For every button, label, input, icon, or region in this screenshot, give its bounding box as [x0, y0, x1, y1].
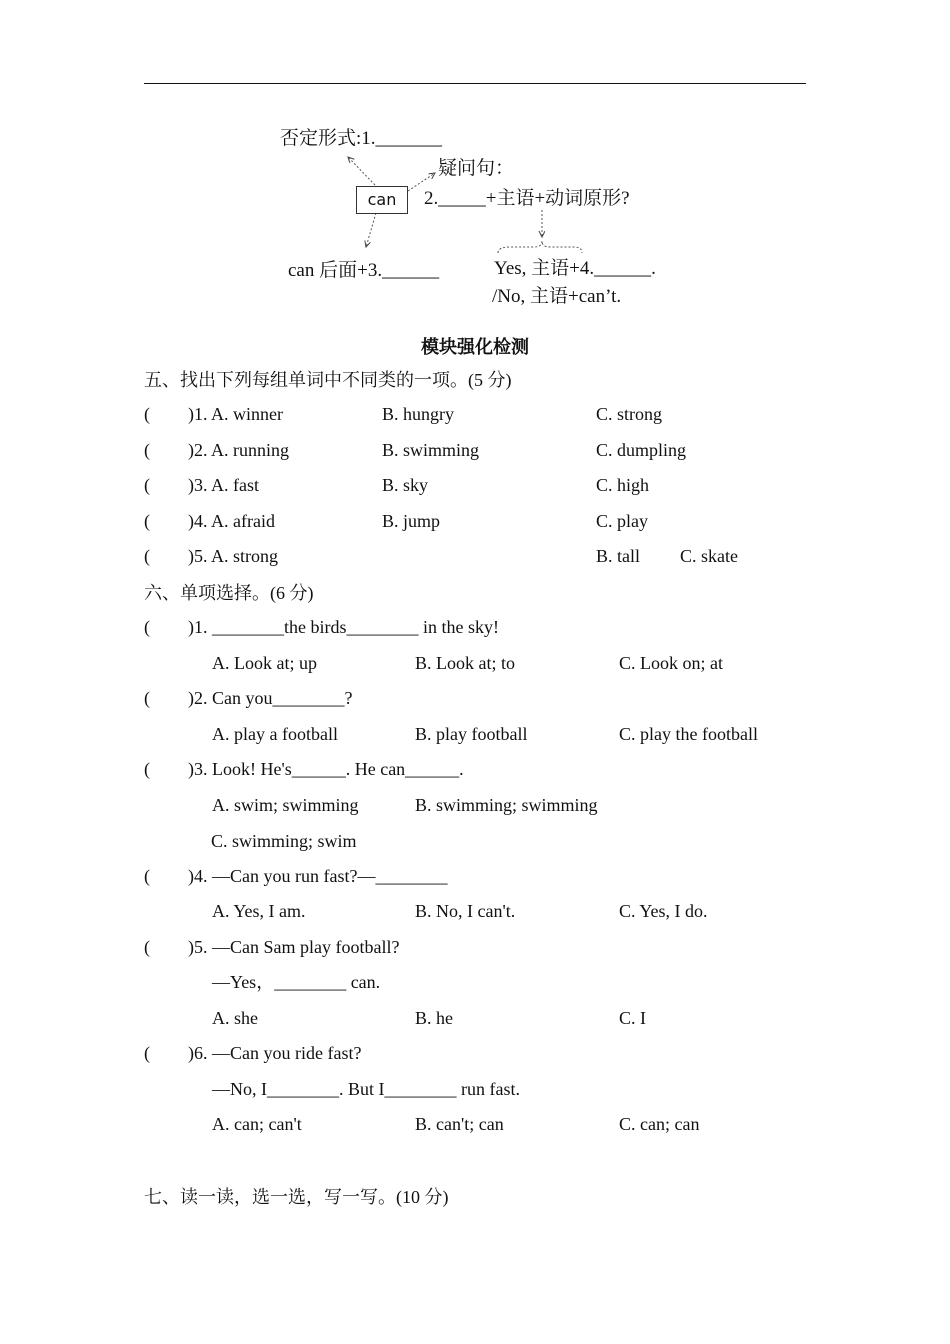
s5-item-5: [144, 543, 806, 569]
s6-q1-options: [144, 650, 806, 676]
s5-item-4: [144, 508, 806, 534]
header-rule: [144, 83, 806, 84]
question-formula: 2._____+主语+动词原形?: [424, 188, 630, 209]
answer-paren[interactable]: (: [144, 759, 150, 779]
option-a: A. Look at; up: [212, 653, 317, 673]
option-b: B. swimming: [382, 440, 480, 460]
no-answer-label: /No, 主语+can’t.: [492, 286, 622, 307]
option-c: C. swimming; swim: [211, 831, 357, 851]
s5-item-1: [144, 401, 806, 427]
option-b: B. hungry: [382, 404, 454, 424]
option-c: C. I: [619, 1008, 646, 1028]
section7-heading: 七、读一读，选一选，写一写。(10 分): [144, 1187, 449, 1207]
option-c: C. skate: [680, 546, 738, 566]
can-box: can: [356, 186, 408, 214]
question-stem: )5. —Can Sam play football?: [188, 937, 400, 957]
s6-q6: [144, 1040, 806, 1066]
s5-item-3: [144, 472, 806, 498]
option-b: B. No, I can't.: [415, 901, 516, 921]
question-stem: )6. —Can you ride fast?: [188, 1043, 362, 1063]
can-grammar-diagram: [270, 115, 690, 315]
option-c: C. Look on; at: [619, 653, 723, 673]
answer-paren[interactable]: (: [144, 511, 150, 531]
answer-paren[interactable]: (: [144, 440, 150, 460]
question-label: 疑问句：: [438, 158, 515, 179]
s6-q3-options-2: [144, 828, 806, 854]
question-stem: )3. Look! He's______. He can______.: [188, 759, 464, 779]
negative-form-label: 否定形式:1._______: [280, 128, 443, 149]
option-b: B. swimming; swimming: [415, 795, 598, 815]
option-b: B. jump: [382, 511, 441, 531]
option-a: )2. A. running: [188, 440, 289, 460]
option-c: C. play: [596, 511, 648, 531]
option-b: B. tall: [596, 546, 640, 566]
option-c: C. dumpling: [596, 440, 687, 460]
answer-paren[interactable]: (: [144, 688, 150, 708]
s6-q2: [144, 685, 806, 711]
answer-paren[interactable]: (: [144, 617, 150, 637]
s6-q3-options: [144, 792, 806, 818]
s5-item-2: [144, 437, 806, 463]
option-b: B. play football: [415, 724, 528, 744]
answer-paren[interactable]: (: [144, 866, 150, 886]
section5-heading: 五、找出下列每组单词中不同类的一项。(5 分): [144, 370, 512, 390]
option-a: A. play a football: [212, 724, 338, 744]
s6-q4-options: [144, 898, 806, 924]
question-dialogue: —No, I________. But I________ run fast.: [212, 1079, 520, 1099]
option-c: C. strong: [596, 404, 663, 424]
option-a: )1. A. winner: [188, 404, 283, 424]
option-a: A. Yes, I am.: [212, 901, 306, 921]
question-stem: )4. —Can you run fast?—________: [188, 866, 448, 886]
option-c: C. Yes, I do.: [619, 901, 708, 921]
section6-heading: 六、单项选择。(6 分): [144, 583, 314, 603]
s6-q3: [144, 756, 806, 782]
s6-q5: [144, 934, 806, 960]
s6-q6-line2: [144, 1076, 806, 1102]
option-c: C. play the football: [619, 724, 758, 744]
s6-q5-options: [144, 1005, 806, 1031]
s6-q4: [144, 863, 806, 889]
question-dialogue: —Yes，________ can.: [212, 972, 381, 992]
question-stem: )2. Can you________?: [188, 688, 353, 708]
s6-q5-line2: [144, 969, 806, 995]
question-stem: )1. ________the birds________ in the sky!: [188, 617, 499, 637]
answer-paren[interactable]: (: [144, 937, 150, 957]
option-c: C. can; can: [619, 1114, 700, 1134]
option-a: A. she: [212, 1008, 258, 1028]
option-b: B. Look at; to: [415, 653, 515, 673]
s6-q1: [144, 614, 806, 640]
option-c: C. high: [596, 475, 650, 495]
answer-paren[interactable]: (: [144, 1043, 150, 1063]
option-a: A. can; can't: [212, 1114, 302, 1134]
answer-paren[interactable]: (: [144, 404, 150, 424]
answer-paren[interactable]: (: [144, 546, 150, 566]
after-can-label: can 后面+3.______: [288, 260, 440, 281]
yes-answer-label: Yes, 主语+4.______.: [494, 258, 656, 279]
option-a: A. swim; swimming: [212, 795, 359, 815]
option-b: B. sky: [382, 475, 429, 495]
option-a: )3. A. fast: [188, 475, 259, 495]
option-b: B. he: [415, 1008, 453, 1028]
option-a: )4. A. afraid: [188, 511, 275, 531]
s6-q2-options: [144, 721, 806, 747]
s6-q6-options: [144, 1111, 806, 1137]
option-b: B. can't; can: [415, 1114, 504, 1134]
option-a: )5. A. strong: [188, 546, 278, 566]
answer-paren[interactable]: (: [144, 475, 150, 495]
section-title: 模块强化检测: [421, 337, 529, 357]
